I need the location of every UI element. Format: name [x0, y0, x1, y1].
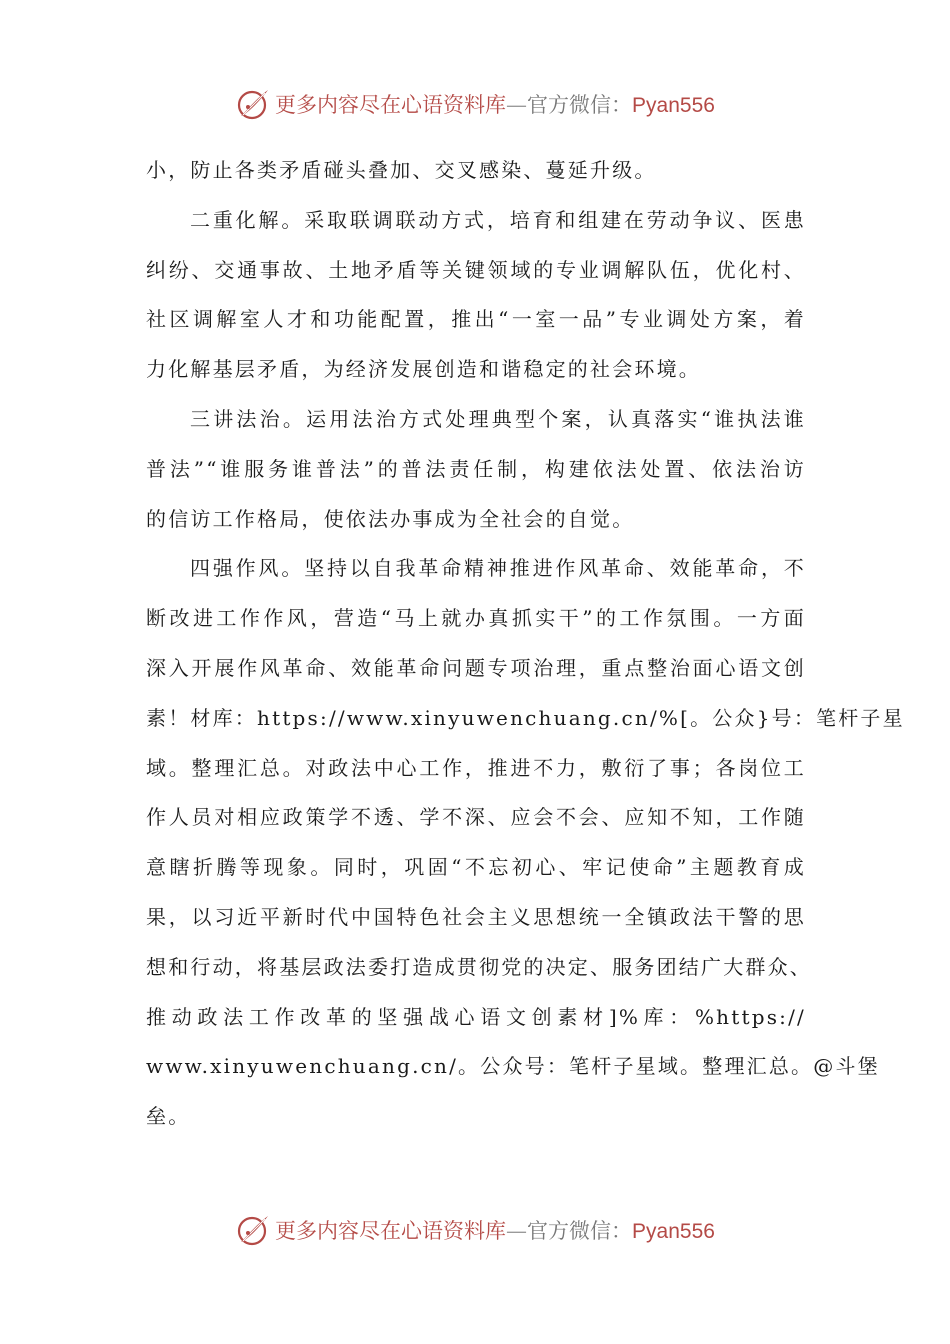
text-line: 四强作风。坚持以自我革命精神推进作风革命、效能革命，不	[190, 556, 806, 581]
text-line: 意瞎折腾等现象。同时，巩固“不忘初心、牢记使命”主题教育成	[146, 855, 806, 880]
text-line: 纠纷、交通事故、土地矛盾等关键领域的专业调解队伍，优化村、	[146, 257, 806, 282]
text-line: 二重化解。采取联调联动方式，培育和组建在劳动争议、医患	[190, 207, 806, 232]
text-line: 素！材库：https://www.xinyuwenchuang.cn/%[。公众}号：笔杆子星	[146, 705, 905, 730]
banner-dash: —	[506, 93, 528, 117]
banner-dash: —	[506, 1219, 528, 1243]
banner-main-text: 更多内容尽在心语资料库	[275, 93, 507, 117]
text-line: 力化解基层矛盾，为经济发展创造和谐稳定的社会环境。	[146, 357, 701, 382]
header-watermark-banner	[0, 82, 950, 126]
banner-wechat-label: 官方微信：	[527, 1219, 633, 1243]
text-line: 深入开展作风革命、效能革命问题专项治理，重点整治面心语文创	[146, 655, 806, 680]
footer-watermark-banner	[0, 1208, 950, 1252]
document-body	[146, 146, 905, 1142]
text-line: 垒。	[146, 1104, 191, 1129]
quill-logo-icon	[235, 1212, 271, 1248]
text-line: 三讲法治。运用法治方式处理典型个案，认真落实“谁执法谁	[190, 406, 806, 431]
quill-logo-icon	[235, 86, 271, 122]
banner-wechat-label: 官方微信：	[527, 93, 633, 117]
banner-wechat-id: Pyan556	[632, 1220, 715, 1243]
text-line: 社区调解室人才和功能配置，推出“一室一品”专业调处方案，着	[146, 307, 806, 332]
text-line: www.xinyuwenchuang.cn/。公众号：笔杆子星域。整理汇总。@斗堡	[146, 1054, 880, 1079]
text-line: 作人员对相应政策学不透、学不深、应会不会、应知不知，工作随	[146, 805, 806, 830]
text-line: 断改进工作作风，营造“马上就办真抓实干”的工作氛围。一方面	[146, 606, 806, 631]
text-line: 普法”“谁服务谁普法”的普法责任制，构建依法处置、依法治访	[146, 456, 806, 481]
text-line: 域。整理汇总。对政法中心工作，推进不力，敷衍了事；各岗位工	[146, 755, 806, 780]
banner-wechat-id: Pyan556	[632, 94, 715, 117]
banner-main-text: 更多内容尽在心语资料库	[275, 1219, 507, 1243]
text-line: 小，防止各类矛盾碰头叠加、交叉感染、蔓延升级。	[146, 158, 657, 182]
text-line: 果，以习近平新时代中国特色社会主义思想统一全镇政法干警的思	[146, 904, 806, 929]
text-line: 的信访工作格局，使依法办事成为全社会的自觉。	[146, 506, 635, 531]
text-line: 想和行动，将基层政法委打造成贯彻党的决定、服务团结广大群众、	[146, 954, 812, 979]
text-line: 推动政法工作改革的坚强战心语文创素材]%库：%https://	[146, 1004, 806, 1029]
